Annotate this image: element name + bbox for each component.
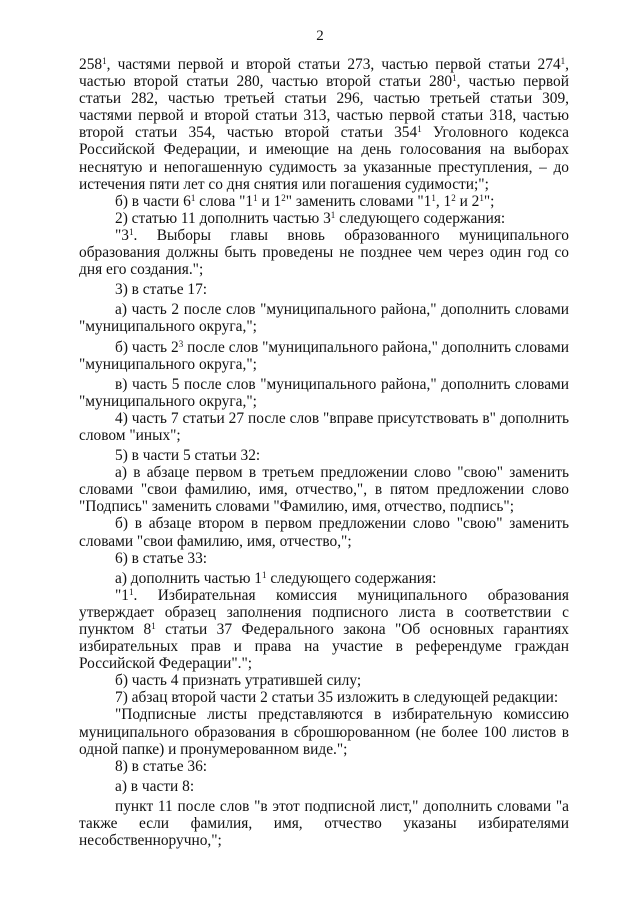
paragraph-p4: "$3^1$. Выборы главы вновь образованного муниципального образования должны быть проведены не позднее чем через один год со дня его создания."; xyxy=(79,226,569,279)
paragraph-p8: в) часть 5 после слов "муниципального района," дополнить словами "муниципального округа,"; xyxy=(79,375,569,410)
paragraph-p16: б) часть 4 признать утратившей силу; xyxy=(115,672,362,690)
paragraph-p1: $258^1$, частями первой и второй статьи 273, частью первой статьи $274^1$, частью второй статьи 280, частью второй статьи $280^1$, частью первой статьи 282, частью третьей статьи 296, частью третьей статьи 309, частями первой и второй статьи 313, частью первой статьи 318, частью второй статьи 354, частью второй статьи $354^1$ Уголовного кодекса Российской Федерации, и имеющие на день голосования на выборах неснятую и непогашенную судимость за указанные преступления, – до истечения пяти лет со дня снятия или погашения судимости;"; xyxy=(79,56,569,193)
paragraph-p13: 6) в статье 33: xyxy=(115,549,208,567)
paragraph-p5: 3) в статье 17: xyxy=(115,281,208,299)
paragraph-p7: б) часть $2^3$ после слов "муниципального района," дополнить словами "муниципального округа,"; xyxy=(79,338,569,373)
page-number: 2 xyxy=(316,28,324,44)
paragraph-p12: б) в абзаце втором в первом предложении слово "свою" заменить словами "свои фамилию, имя, отчество,"; xyxy=(79,515,569,550)
paragraph-p17: 7) абзац второй части 2 статьи 35 изложить в следующей редакции: xyxy=(115,689,559,707)
paragraph-p6: а) часть 2 после слов "муниципального района," дополнить словами "муниципального округа,"; xyxy=(79,301,569,336)
paragraph-p19: 8) в статье 36: xyxy=(115,757,208,775)
document-body xyxy=(79,56,569,849)
paragraph-p20: а) в части 8: xyxy=(115,777,195,795)
paragraph-p9: 4) часть 7 статьи 27 после слов "вправе присутствовать в" дополнить словом "иных"; xyxy=(79,409,569,444)
paragraph-p11: а) в абзаце первом в третьем предложении слово "свою" заменить словами "свои фамилию, имя, отчество,", в пятом предложении слово "Подпись" заменить словами "Фамилию, имя, отчество, подпись"; xyxy=(79,464,569,516)
paragraph-p10: 5) в части 5 статьи 32: xyxy=(115,447,261,465)
paragraph-p3: 2) статью 11 дополнить частью $3^1$ следующего содержания: xyxy=(115,209,506,227)
paragraph-p14: а) дополнить частью $1^1$ следующего содержания: xyxy=(115,569,437,587)
paragraph-p18: "Подписные листы представляются в избирательную комиссию муниципального образования в сброшюрованном (не более 100 листов в одной папке) и пронумерованном виде."; xyxy=(79,706,569,758)
paragraph-p21: пункт 11 после слов "в этот подписной лист," дополнить словами "а также если фамилия, имя, отчество указаны избирателями несобственноручно,"; xyxy=(79,797,569,850)
paragraph-p15: "$1^1$. Избирательная комиссия муниципального образования утверждает образец заполнения подписного листа в соответствии с пунктом $8^1$ статьи 37 Федерального закона "Об основных гарантиях избирательных прав и права на участие в референдуме граждан Российской Федерации"."; xyxy=(79,586,569,673)
paragraph-p2: б) в части $6^1$ слова "$1^1$ и $1^2$" заменить словами "$1^1$, $1^2$ и $2^1$"; xyxy=(115,192,495,210)
